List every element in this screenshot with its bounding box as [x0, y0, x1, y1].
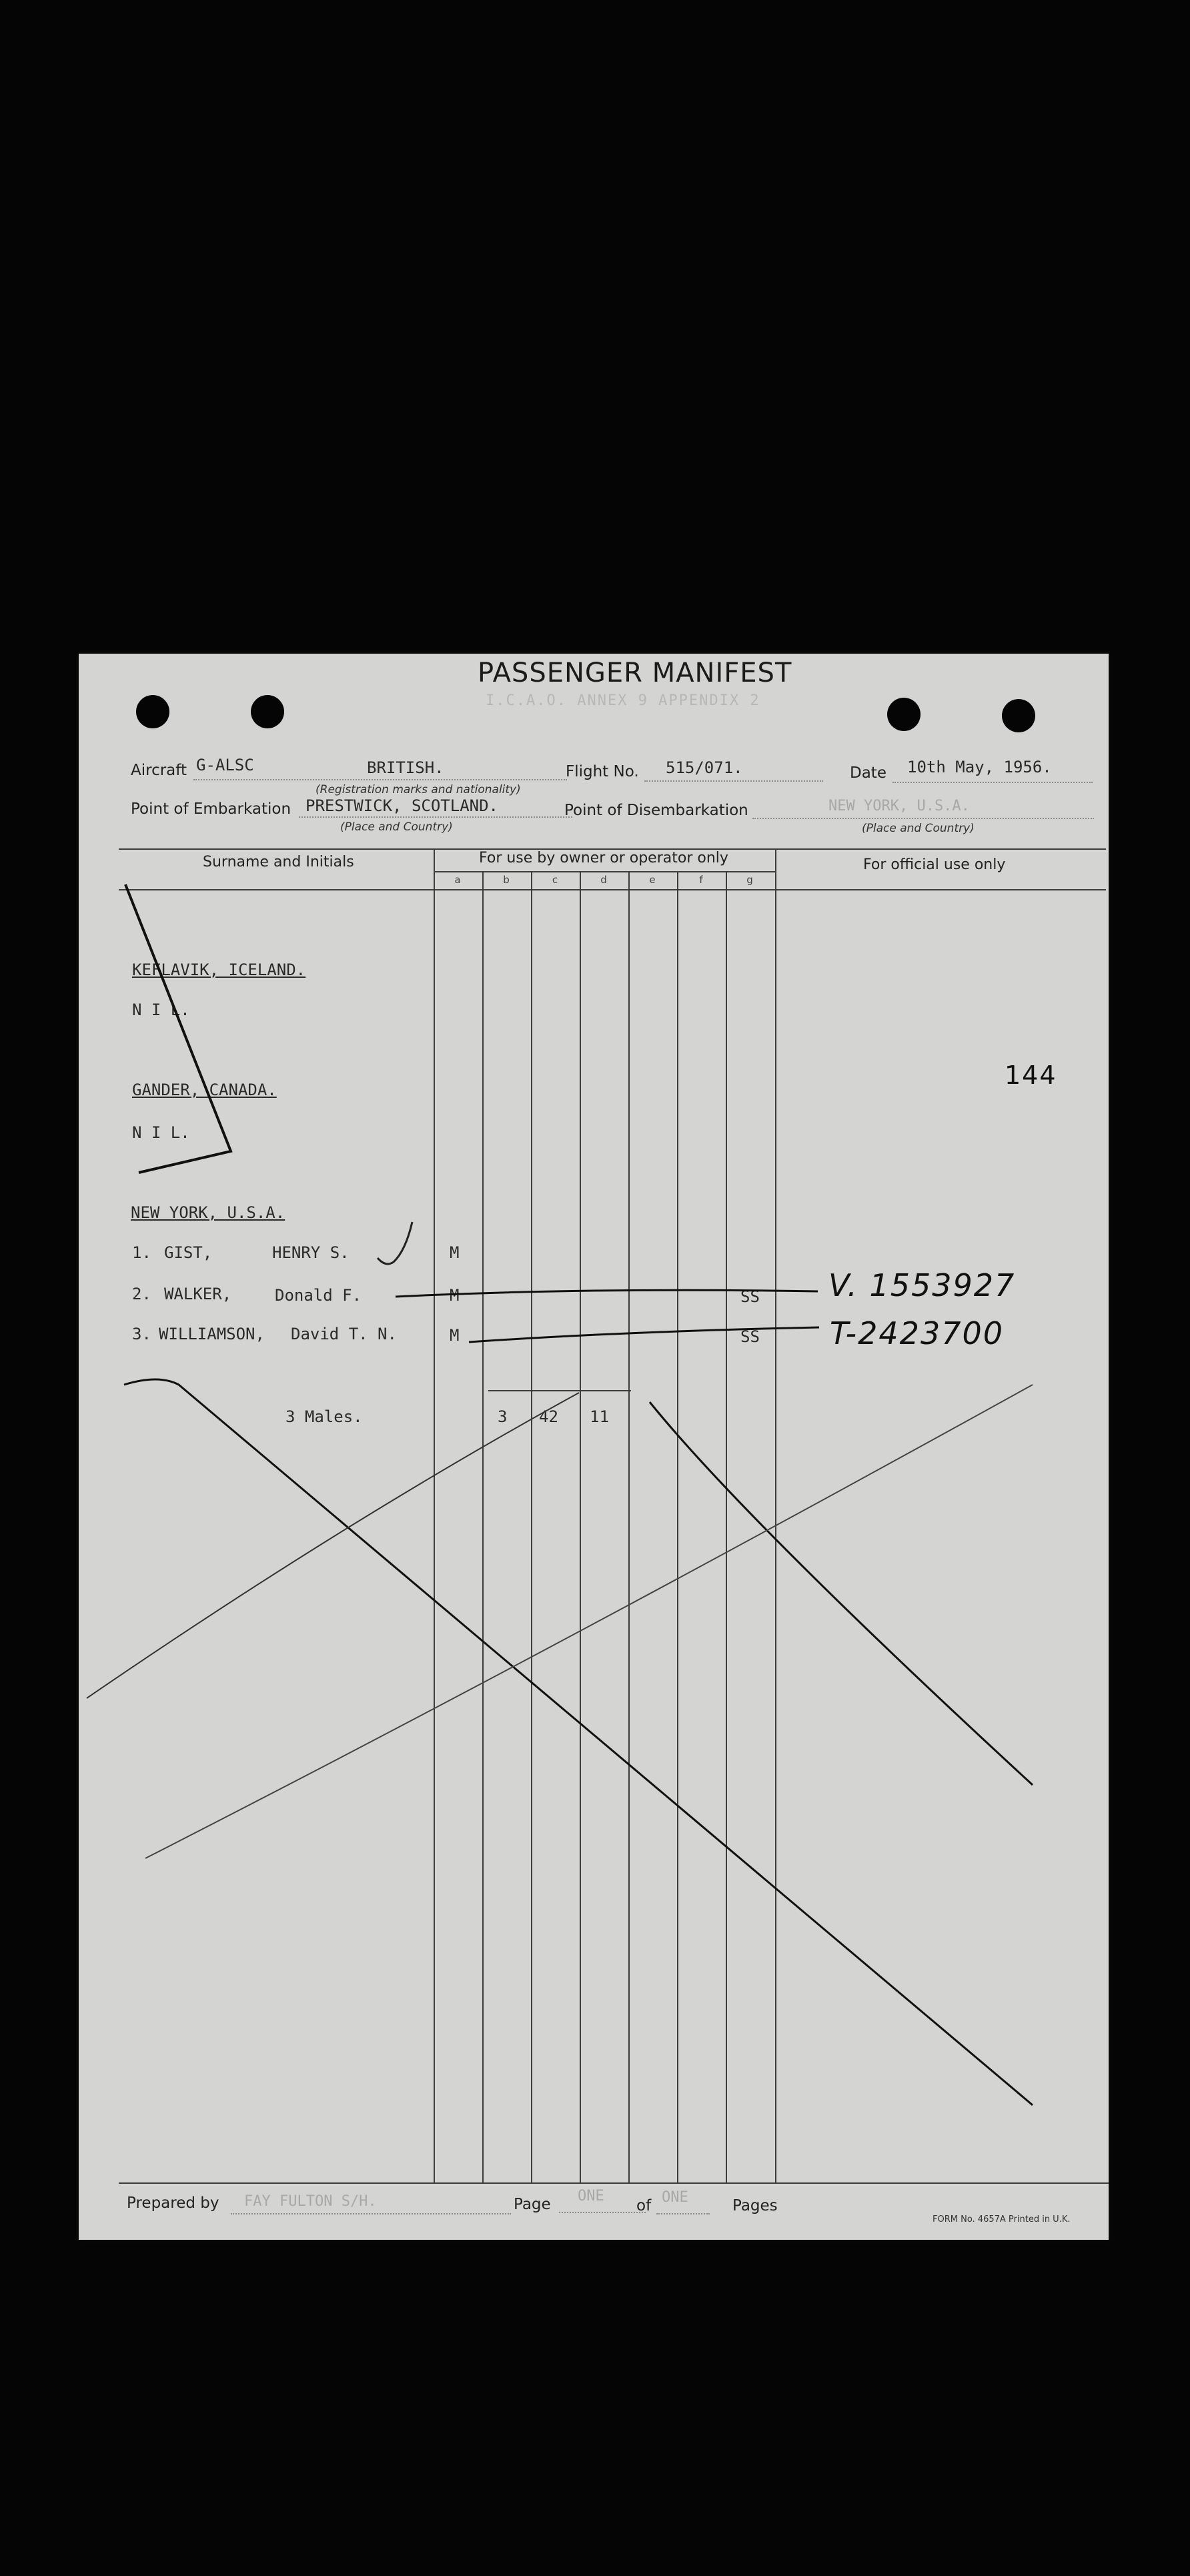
passenger-surname: GIST, — [164, 1243, 213, 1262]
punch-hole-icon — [1002, 699, 1035, 732]
owner-use-header: For use by owner or operator only — [479, 850, 728, 866]
of-value: ONE — [662, 2189, 688, 2206]
aircraft-nationality: BRITISH. — [367, 758, 444, 777]
punch-hole-icon — [887, 698, 921, 731]
pen-marks — [79, 654, 1109, 2240]
passenger-column-g: SS — [740, 1327, 760, 1346]
embarkation-label: Point of Embarkation — [131, 800, 291, 818]
manifest-page — [79, 654, 1109, 2240]
official-stamp-number: 144 — [1005, 1061, 1057, 1090]
registration-note: (Registration marks and nationality) — [316, 783, 521, 796]
disembarkation-place-note: (Place and Country) — [862, 822, 975, 835]
passenger-official-entry: V. 1553927 — [828, 1267, 1016, 1303]
passenger-surname: WALKER, — [164, 1285, 232, 1303]
totals-column-b: 3 — [498, 1407, 508, 1426]
form-subtitle: I.C.A.O. ANNEX 9 APPENDIX 2 — [486, 692, 760, 709]
stop-note-gander: N I L. — [132, 1123, 190, 1142]
passenger-number: 3. — [132, 1325, 151, 1343]
form-title: PASSENGER MANIFEST — [478, 658, 792, 688]
passenger-number: 1. — [132, 1243, 151, 1262]
date-label: Date — [850, 764, 886, 782]
pages-label: Pages — [732, 2197, 778, 2214]
stop-place-keflavik: KEFLAVIK, ICELAND. — [132, 960, 306, 979]
prepared-by-label: Prepared by — [127, 2194, 219, 2212]
column-letter-e: e — [649, 874, 656, 886]
column-letter-c: c — [552, 874, 558, 886]
embarkation-value: PRESTWICK, SCOTLAND. — [306, 796, 498, 815]
passenger-given-name: Donald F. — [275, 1286, 362, 1305]
prepared-by-value: FAY FULTON S/H. — [244, 2193, 377, 2210]
punch-hole-icon — [251, 695, 284, 728]
surname-column-header: Surname and Initials — [203, 854, 354, 870]
column-letter-a: a — [454, 874, 461, 886]
page-value: ONE — [578, 2188, 604, 2204]
totals-column-c: 42 — [539, 1407, 558, 1426]
stop-place-gander: GANDER, CANADA. — [132, 1081, 277, 1099]
stop-note-keflavik: N I L. — [132, 1001, 190, 1019]
totals-label: 3 Males. — [285, 1407, 363, 1426]
passenger-given-name: David T. N. — [291, 1325, 397, 1343]
form-number: FORM No. 4657A Printed in U.K. — [933, 2214, 1071, 2224]
passenger-column-g: SS — [740, 1287, 760, 1306]
disembarkation-value: NEW YORK, U.S.A. — [828, 798, 970, 814]
passenger-surname: WILLIAMSON, — [159, 1325, 265, 1343]
passenger-sex: M — [450, 1243, 460, 1262]
passenger-official-entry: T-2423700 — [830, 1315, 1005, 1351]
aircraft-label: Aircraft — [131, 762, 187, 779]
passenger-number: 2. — [132, 1285, 151, 1303]
destination-heading: NEW YORK, U.S.A. — [131, 1203, 285, 1222]
column-letter-b: b — [503, 874, 510, 886]
column-letter-g: g — [746, 874, 753, 886]
totals-column-d: 11 — [590, 1407, 609, 1426]
of-label: of — [636, 2197, 652, 2214]
passenger-sex: M — [450, 1286, 460, 1305]
passenger-given-name: HENRY S. — [272, 1243, 350, 1262]
official-use-header: For official use only — [863, 856, 1006, 873]
punch-hole-icon — [136, 695, 169, 728]
column-letter-f: f — [699, 874, 703, 886]
flight-number-value: 515/071. — [666, 758, 743, 777]
disembarkation-label: Point of Disembarkation — [564, 802, 748, 819]
page-label: Page — [514, 2196, 551, 2213]
embarkation-place-note: (Place and Country) — [340, 820, 453, 834]
column-letter-d: d — [600, 874, 607, 886]
aircraft-registration: G-ALSC — [196, 756, 254, 774]
date-value: 10th May, 1956. — [907, 758, 1052, 776]
flight-number-label: Flight No. — [566, 763, 639, 780]
passenger-sex: M — [450, 1326, 460, 1345]
